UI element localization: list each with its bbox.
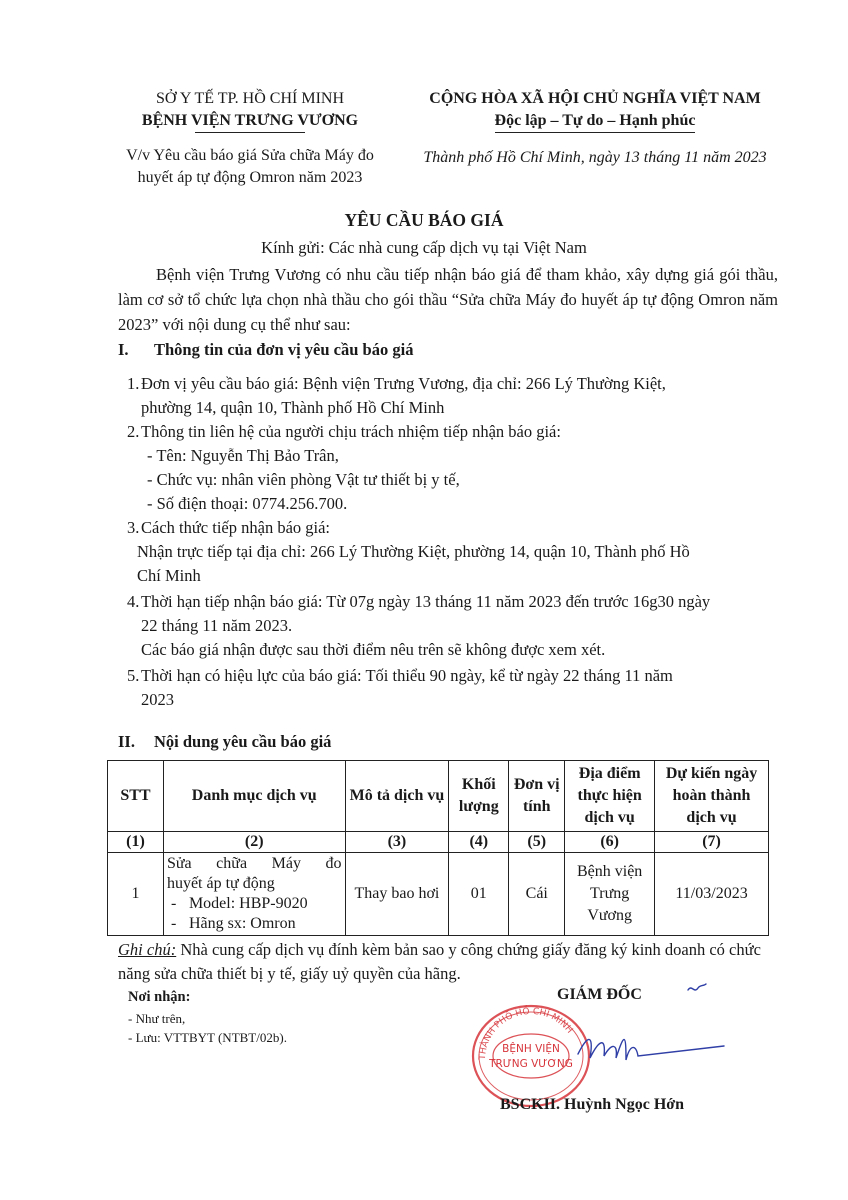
issuer-block — [105, 88, 395, 189]
item-5-line-1: Thời hạn có hiệu lực của báo giá: Tối thiểu 90 ngày, kể từ ngày 22 tháng 11 năm — [141, 666, 673, 685]
cell-stt: 1 — [108, 853, 164, 936]
item-4-line-3: Các báo giá nhận được sau thời điểm nêu trên sẽ không được xem xét. — [141, 640, 606, 659]
item-3-line-1: Cách thức tiếp nhận báo giá: — [141, 518, 331, 537]
signer-name: BSCKII. Huỳnh Ngọc Hớn — [500, 1096, 685, 1113]
col-number: (5) — [509, 832, 565, 853]
nation-block — [400, 88, 790, 169]
section-1-heading — [118, 340, 413, 360]
quote-table — [107, 760, 769, 936]
item-5-line-2: 2023 — [141, 690, 174, 709]
cell-completion: 11/03/2023 — [655, 853, 769, 936]
subject-line-2: huyết áp tự động Omron năm 2023 — [137, 169, 363, 186]
intro-paragraph: Bệnh viện Trưng Vương có nhu cầu tiếp nhận báo giá để tham khảo, xây dựng giá gói thầu, làm cơ sở tổ chức lựa chọn nhà thầu cho gói thầu “Sửa chữa Máy đo huyết áp tự động Omron năm 2023” với nội dung cụ thể như sau: — [118, 265, 778, 334]
seal-arc-text: THÀNH PHỐ HỒ CHÍ MINH — [477, 1006, 575, 1061]
col-header-location: Địa điểm thực hiện dịch vụ — [565, 761, 655, 832]
service-model-text: Model: HBP-9020 — [188, 895, 308, 912]
section-2-number: II. — [118, 732, 135, 751]
item-3-line-2: Nhận trực tiếp tại địa chỉ: 266 Lý Thường Kiệt, phường 14, quận 10, Thành phố Hồ — [137, 542, 690, 561]
item-3 — [127, 516, 330, 540]
recipients-block — [128, 988, 287, 1047]
handwritten-signature-icon — [560, 1024, 730, 1074]
item-3-line-3: Chí Minh — [137, 566, 201, 585]
item-2 — [127, 420, 561, 444]
seal-center-1: BỆNH VIỆN — [502, 1043, 560, 1055]
table-row — [108, 853, 769, 936]
table-header-row — [108, 761, 769, 832]
subject-line — [105, 145, 395, 189]
item-5 — [127, 664, 673, 688]
seal-center-2: TRƯNG VƯƠNG — [489, 1058, 573, 1070]
service-line-2: huyết áp tự động — [166, 875, 275, 892]
cell-unit: Cái — [509, 853, 565, 936]
note-paragraph — [118, 938, 778, 986]
cell-description: Thay bao hơi — [345, 853, 449, 936]
document-title: YÊU CẦU BÁO GIÁ — [344, 210, 504, 230]
recipient-1: - Như trên, — [128, 1011, 186, 1026]
col-number: (3) — [345, 832, 449, 853]
section-2-title: Nội dung yêu cầu báo giá — [154, 732, 332, 751]
nation-motto: Độc lập – Tự do – Hạnh phúc — [495, 110, 696, 133]
org-underline — [195, 132, 305, 133]
service-line-1: Sửa chữa Máy đo — [166, 855, 342, 872]
service-model: - Model: HBP-9020 — [166, 895, 308, 912]
signer-title: GIÁM ĐỐC — [557, 986, 642, 1003]
org-name: BỆNH VIỆN TRƯNG VƯƠNG — [141, 112, 359, 129]
col-number: (6) — [565, 832, 655, 853]
org-parent: SỞ Y TẾ TP. HỒ CHÍ MINH — [155, 90, 344, 107]
item-4-line-2: 22 tháng 11 năm 2023. — [141, 616, 293, 635]
section-1-title: Thông tin của đơn vị yêu cầu báo giá — [154, 340, 414, 359]
col-header-service: Danh mục dịch vụ — [163, 761, 345, 832]
col-header-stt: STT — [108, 761, 164, 832]
note-text: Nhà cung cấp dịch vụ đính kèm bản sao y công chứng giấy đăng ký kinh doanh có chức năng sửa chữa thiết bị y tế, giấy uỷ quyền của hãng. — [118, 940, 761, 983]
note-label: Ghi chú: — [118, 940, 177, 959]
item-2-line-1: Thông tin liên hệ của người chịu trách nhiệm tiếp nhận báo giá: — [141, 422, 561, 441]
col-header-description: Mô tả dịch vụ — [345, 761, 449, 832]
col-header-completion: Dự kiến ngày hoàn thành dịch vụ — [655, 761, 769, 832]
item-4-line-1: Thời hạn tiếp nhận báo giá: Từ 07g ngày 13 tháng 11 năm 2023 đến trước 16g30 ngày — [141, 592, 711, 611]
item-2-number: 2. — [127, 422, 140, 441]
nation-title: CỘNG HÒA XÃ HỘI CHỦ NGHĨA VIỆT NAM — [429, 90, 761, 107]
recipient-2: - Lưu: VTTBYT (NTBT/02b). — [128, 1030, 287, 1045]
item-4 — [127, 590, 710, 614]
cell-quantity: 01 — [449, 853, 509, 936]
subject-line-1: V/v Yêu cầu báo giá Sửa chữa Máy đo — [126, 147, 374, 164]
item-3-number: 3. — [127, 518, 140, 537]
item-5-number: 5. — [127, 666, 140, 685]
col-number: (2) — [163, 832, 345, 853]
salutation: Kính gửi: Các nhà cung cấp dịch vụ tại Việt Nam — [261, 238, 587, 257]
item-1-line-2: phường 14, quận 10, Thành phố Hồ Chí Minh — [141, 398, 445, 417]
service-brand: - Hãng sx: Omron — [166, 915, 296, 932]
col-number: (1) — [108, 832, 164, 853]
contact-phone: - Số điện thoại: 0774.256.700. — [147, 494, 348, 513]
date-line: Thành phố Hồ Chí Minh, ngày 13 tháng 11 năm 2023 — [423, 149, 767, 166]
recipients-heading: Nơi nhận: — [128, 989, 191, 1005]
cell-location: Bệnh viện Trưng Vương — [565, 853, 655, 936]
contact-name: - Tên: Nguyễn Thị Bảo Trân, — [147, 446, 339, 465]
item-1-number: 1. — [127, 374, 140, 393]
cell-service — [163, 853, 345, 936]
table-number-row — [108, 832, 769, 853]
section-2-heading — [118, 732, 331, 752]
item-4-number: 4. — [127, 592, 140, 611]
col-number: (7) — [655, 832, 769, 853]
section-1-number: I. — [118, 340, 129, 359]
initial-mark-icon — [686, 982, 708, 996]
col-header-unit: Đơn vị tính — [509, 761, 565, 832]
service-brand-text: Hãng sx: Omron — [188, 915, 296, 932]
col-number: (4) — [449, 832, 509, 853]
col-header-quantity: Khối lượng — [449, 761, 509, 832]
item-1-line-1: Đơn vị yêu cầu báo giá: Bệnh viện Trưng Vương, địa chỉ: 266 Lý Thường Kiệt, — [141, 374, 666, 393]
item-1 — [127, 372, 666, 396]
contact-role: - Chức vụ: nhân viên phòng Vật tư thiết bị y tế, — [147, 470, 460, 489]
